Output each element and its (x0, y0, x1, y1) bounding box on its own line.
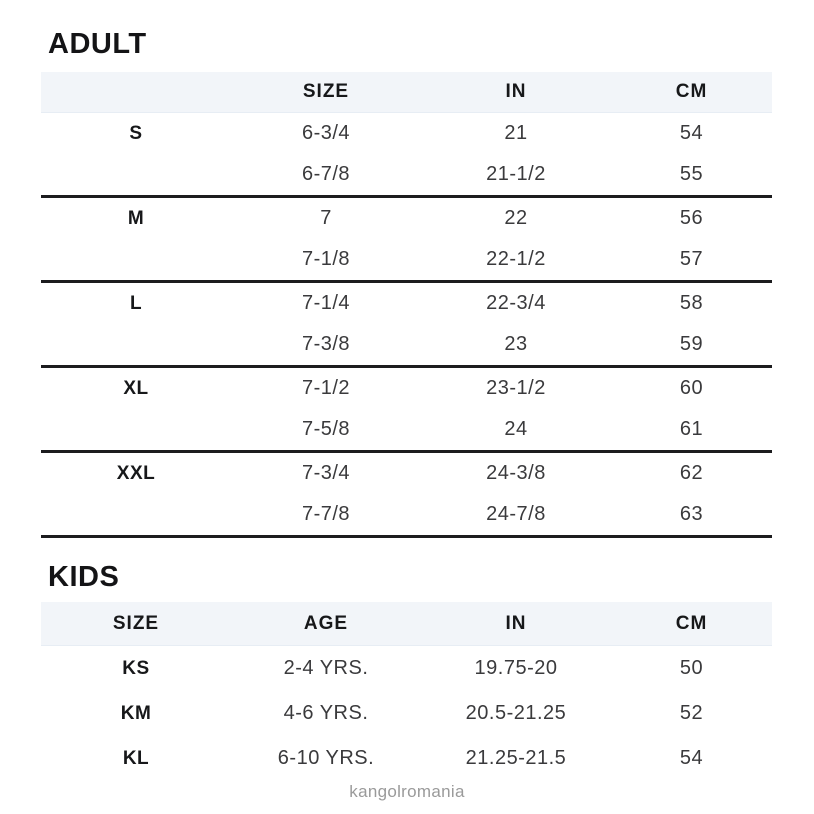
adult-size-group (41, 198, 772, 283)
adult-table-header (41, 72, 772, 113)
inches-cell: 24-7/8 (486, 503, 546, 525)
row-size-label: M (127, 207, 145, 229)
kids-table-body (41, 646, 772, 781)
table-row (41, 453, 772, 494)
kids-size-cell: KM (120, 702, 152, 724)
cm-cell: 63 (679, 503, 704, 525)
hat-size-cell: 6-3/4 (301, 122, 351, 144)
inches-cell: 24 (504, 418, 528, 440)
age-cell: 2-4 YRS. (283, 657, 369, 679)
cm-cell: 62 (679, 462, 704, 484)
table-row (41, 646, 772, 691)
adult-size-group (41, 113, 772, 198)
adult-header-size: SIZE (302, 81, 350, 102)
age-cell: 4-6 YRS. (283, 702, 369, 724)
watermark-text: kangolromania (349, 782, 465, 801)
inches-cell: 21.25-21.5 (465, 747, 567, 769)
kids-section (0, 563, 814, 781)
table-row (41, 691, 772, 736)
table-row (41, 409, 772, 450)
inches-cell: 23-1/2 (486, 377, 546, 399)
kids-size-cell: KL (122, 747, 150, 769)
hat-size-cell: 7 (320, 207, 332, 229)
hat-size-cell: 7-1/8 (301, 248, 351, 270)
adult-size-group (41, 283, 772, 368)
kids-header-size: SIZE (112, 612, 160, 634)
inches-cell: 22-3/4 (486, 292, 546, 314)
row-size-label: XXL (116, 462, 156, 484)
hat-size-cell: 7-3/4 (301, 462, 351, 484)
hat-size-cell: 7-1/2 (301, 377, 351, 399)
inches-cell: 20.5-21.25 (465, 702, 567, 724)
row-size-label: S (129, 122, 143, 144)
hat-size-cell: 7-3/8 (301, 333, 351, 355)
inches-cell: 22 (504, 207, 528, 229)
table-row (41, 494, 772, 535)
inches-cell: 23 (504, 333, 528, 355)
kids-section-title: KIDS (48, 561, 120, 593)
cm-cell: 50 (679, 657, 704, 679)
age-cell: 6-10 YRS. (277, 747, 375, 769)
adult-header-cm: CM (675, 81, 708, 102)
table-row (41, 113, 772, 154)
kids-header-cm: CM (675, 612, 708, 634)
table-row (41, 324, 772, 365)
inches-cell: 21-1/2 (486, 163, 546, 185)
cm-cell: 59 (679, 333, 704, 355)
hat-size-cell: 7-1/4 (301, 292, 351, 314)
inches-cell: 24-3/8 (486, 462, 546, 484)
table-row (41, 283, 772, 324)
adult-size-group (41, 453, 772, 538)
row-size-label: XL (123, 377, 149, 399)
inches-cell: 22-1/2 (486, 248, 546, 270)
adult-header-in: IN (505, 81, 527, 102)
cm-cell: 54 (679, 747, 704, 769)
cm-cell: 56 (679, 207, 704, 229)
kids-table-header (41, 602, 772, 646)
table-row (41, 736, 772, 781)
kids-size-cell: KS (122, 657, 150, 679)
cm-cell: 57 (679, 248, 704, 270)
kids-header-age: AGE (303, 612, 349, 634)
table-row (41, 368, 772, 409)
kids-size-table (41, 602, 772, 781)
inches-cell: 21 (504, 122, 528, 144)
inches-cell: 19.75-20 (474, 657, 558, 679)
cm-cell: 52 (679, 702, 704, 724)
adult-size-table (41, 72, 772, 538)
table-row (41, 239, 772, 280)
row-size-label: L (129, 292, 143, 314)
kids-header-in: IN (505, 612, 527, 634)
cm-cell: 58 (679, 292, 704, 314)
table-row (41, 154, 772, 195)
adult-table-body (41, 113, 772, 538)
hat-size-cell: 7-7/8 (301, 503, 351, 525)
cm-cell: 60 (679, 377, 704, 399)
adult-size-group (41, 368, 772, 453)
cm-cell: 55 (679, 163, 704, 185)
adult-section-title: ADULT (48, 28, 147, 60)
hat-size-cell: 6-7/8 (301, 163, 351, 185)
table-row (41, 198, 772, 239)
cm-cell: 61 (679, 418, 704, 440)
hat-size-cell: 7-5/8 (301, 418, 351, 440)
cm-cell: 54 (679, 122, 704, 144)
